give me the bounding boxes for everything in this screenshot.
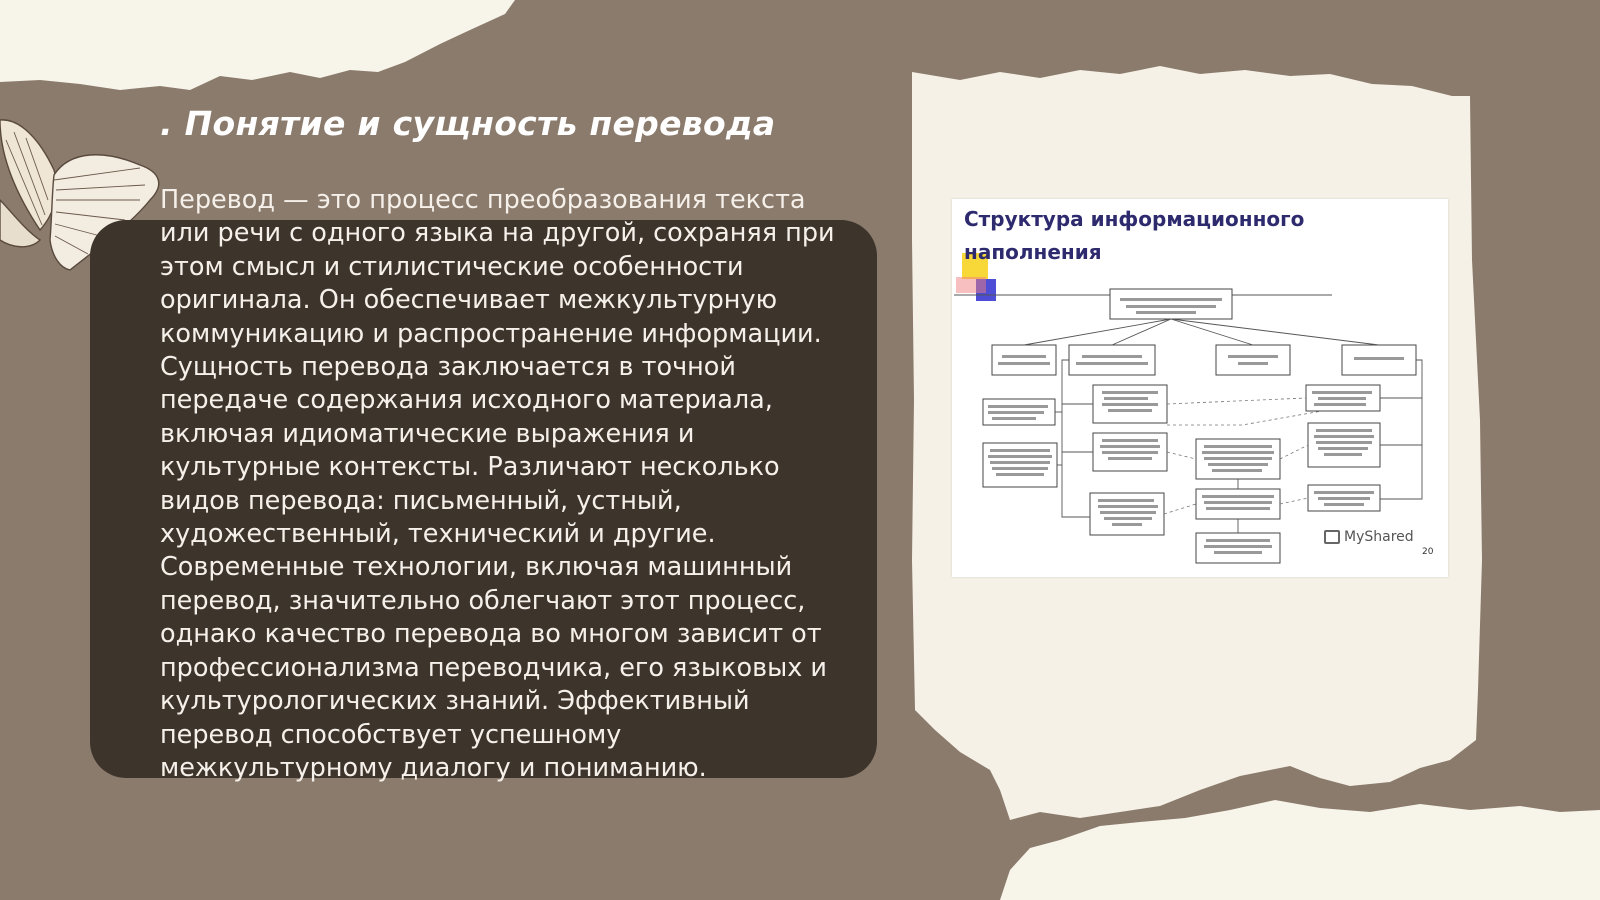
diagram-box xyxy=(1216,345,1290,375)
diagram-box xyxy=(992,345,1056,375)
diagram-box-root xyxy=(1110,289,1232,319)
body-text: Перевод — это процесс преобразования текста или речи с одного языка на другой, сохраняя при этом смысл и стилистические особенности оригинала. Он обеспечивает межкультурную коммуникацию и распространение информации. Сущность перевода заключается в точной передаче содержания исходного материала, включая идиоматические выражения и культурные контексты. Различают несколько видов перевода: письменный, устный, художественный, технический и другие. Современные технологии, включая машинный перевод, значительно облегчают этот процесс, однако качество перевода во многом зависит от профессионализма переводчика, его языковых и культурологических знаний. Эффективный перевод способствует успешному межкультурному диалогу и пониманию. xyxy=(160,185,835,783)
diagram-box xyxy=(1069,345,1155,375)
watermark xyxy=(1324,529,1414,545)
deco-red-square xyxy=(956,277,986,293)
diagram-page-number: 20 xyxy=(1422,547,1434,557)
page-title: . Понятие и сущность перевода xyxy=(160,104,776,143)
watermark-text: MyShared xyxy=(1344,529,1414,545)
myshared-logo-icon xyxy=(1324,530,1340,544)
diagram-image xyxy=(952,199,1448,577)
diagram-title: Структура информационного наполнения xyxy=(964,207,1305,264)
